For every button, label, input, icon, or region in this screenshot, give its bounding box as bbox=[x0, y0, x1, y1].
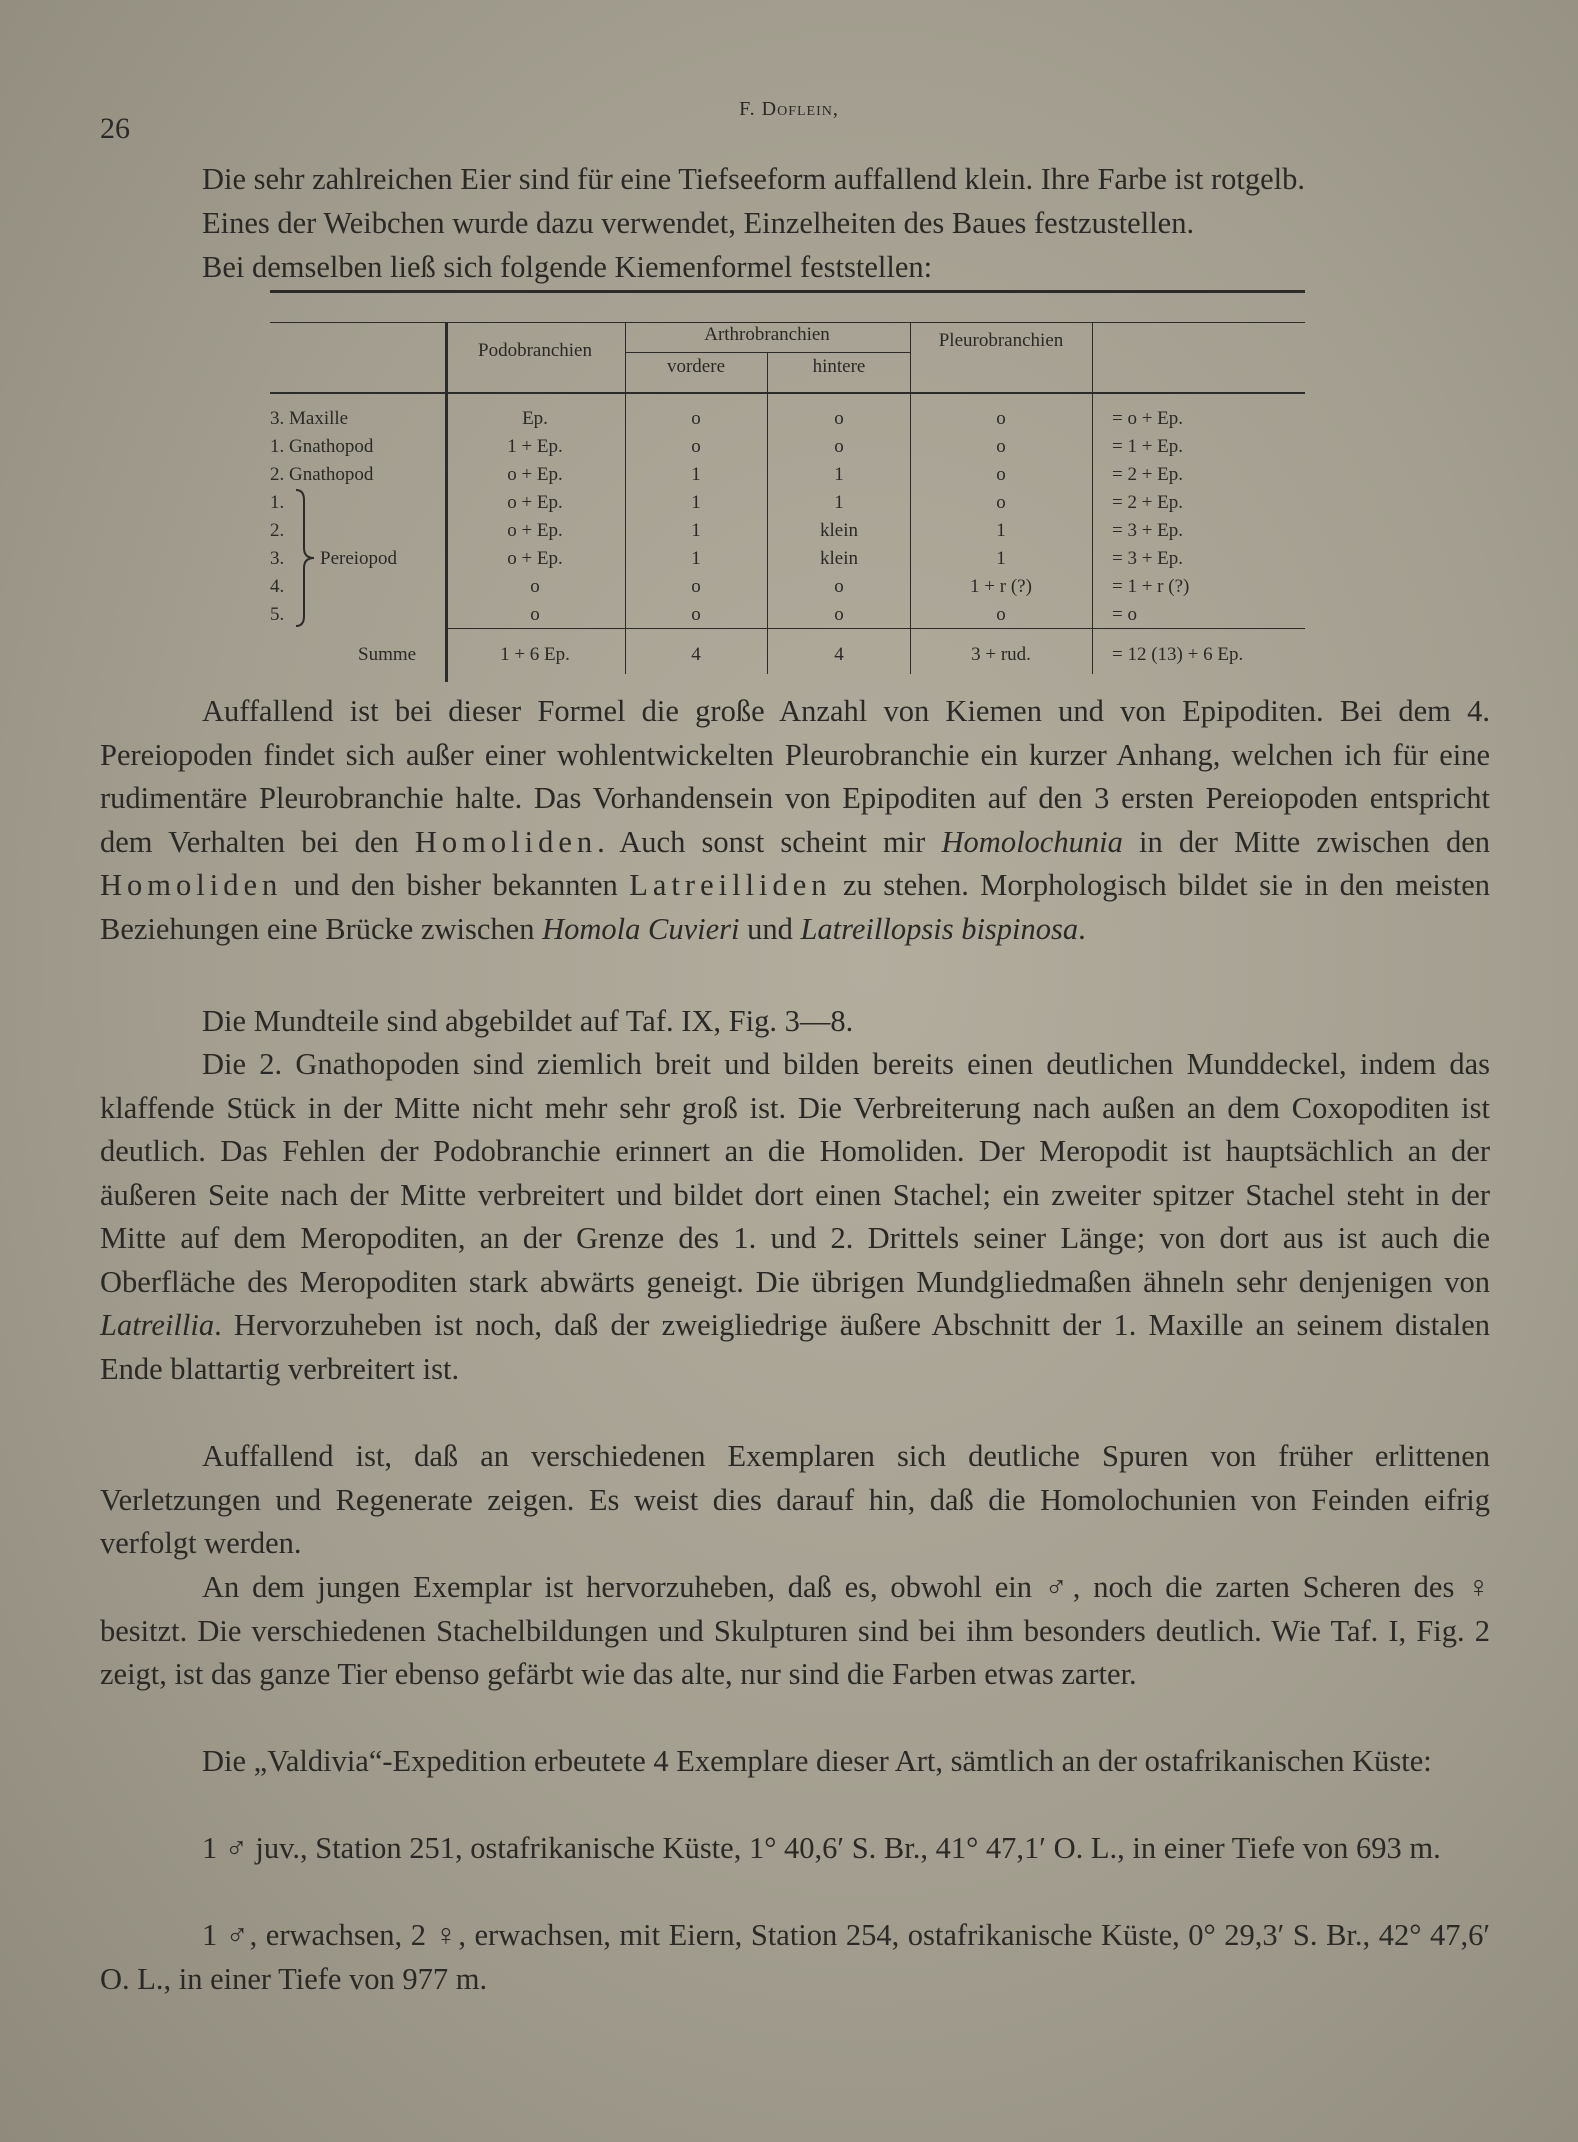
row-label-2: 1. Gnathopod bbox=[270, 436, 374, 457]
summe-vordere: 4 bbox=[691, 644, 701, 665]
cell-vordere-4: 1 bbox=[691, 492, 701, 513]
header-podobranchien: Podobranchien bbox=[478, 340, 592, 361]
row-label-8: 5. bbox=[270, 604, 285, 625]
cell-vordere-7: o bbox=[691, 576, 701, 597]
summe-total: = 12 (13) + 6 Ep. bbox=[1112, 644, 1244, 665]
cell-vordere-8: o bbox=[691, 604, 701, 625]
cell-podo-3: o + Ep. bbox=[507, 464, 563, 485]
taxon-latreillia: Latreillia bbox=[100, 1308, 215, 1342]
summe-label: Summe bbox=[358, 644, 417, 665]
cell-hintere-5: klein bbox=[820, 520, 858, 541]
table-vline-label bbox=[445, 322, 448, 682]
p1-text-b: . Auch sonst scheint mir bbox=[597, 824, 942, 859]
cell-hintere-7: o bbox=[834, 576, 844, 597]
cell-sum-7: = 1 + r (?) bbox=[1112, 576, 1190, 597]
cell-pleuro-1: o bbox=[996, 408, 1006, 429]
summe-podo: 1 + 6 Ep. bbox=[500, 644, 570, 665]
cell-hintere-2: o bbox=[834, 436, 844, 457]
cell-sum-2: = 1 + Ep. bbox=[1112, 436, 1184, 457]
pereiopod-label: Pereiopod bbox=[320, 548, 398, 569]
cell-pleuro-4: o bbox=[996, 492, 1006, 513]
p1-text-g: . bbox=[1078, 911, 1086, 946]
row-label-7: 4. bbox=[270, 576, 285, 597]
table-sum-rule bbox=[445, 628, 1305, 629]
p1-text-f: und bbox=[739, 911, 801, 946]
paragraph-junges-exemplar: An dem jungen Exemplar ist hervorzuheben, daß es, obwohl ein ♂, noch die zarten Scheren des ♀ besitzt. Die verschiedenen Stachelbildungen und Skulpturen sind bei ihm besonders deutlich. Wie Taf. I, Fig. 2 zeigt, ist das ganze Tier ebenso gefärbt wie das alte, nur sind die Farben etwas zarter. bbox=[100, 1570, 1490, 1691]
cell-pleuro-3: o bbox=[996, 464, 1006, 485]
paragraph-gnathopoden bbox=[100, 1043, 1490, 1391]
cell-vordere-2: o bbox=[691, 436, 701, 457]
cell-hintere-3: 1 bbox=[834, 464, 844, 485]
table-vline-sum bbox=[1092, 322, 1093, 674]
summe-pleuro: 3 + rud. bbox=[971, 644, 1031, 665]
row-label-1: 3. Maxille bbox=[270, 408, 349, 429]
specimen-record-2: 1 ♂, erwachsen, 2 ♀, erwachsen, mit Eiern, Station 254, ostafrikanische Küste, 0° 29,3′ S. Br., 42° 47,6′ O. L., in einer Tiefe von 977 m. bbox=[100, 1918, 1490, 1996]
cell-podo-7: o bbox=[530, 576, 540, 597]
taxon-homoliden-2: Homoliden bbox=[100, 868, 283, 902]
intro-line-2: Eines der Weibchen wurde dazu verwendet, Einzelheiten des Baues festzustellen. bbox=[202, 206, 1195, 240]
p1-text-a: Auffallend ist bei dieser Formel die große Anzahl von Kiemen und von Epipoditen. Bei dem 4. Pereiopoden findet sich außer einer wohlentwickelten Pleurobranchie ein kurzer Anhang, welchen ich für eine rudimentäre Pleurobranchie halte. Das Vorhandensein von Epipoditen auf den 3 ersten Pereiopoden entspricht dem Verhalten bei den bbox=[100, 694, 1490, 859]
gill-formula-table bbox=[270, 290, 1305, 680]
taxon-latreillopsis: Latreillopsis bispinosa bbox=[800, 911, 1079, 946]
paragraph-mundteile: Die Mundteile sind abgebildet auf Taf. IX, Fig. 3—8. bbox=[202, 1004, 854, 1038]
cell-sum-8: = o bbox=[1112, 604, 1137, 625]
intro-line-3: Bei demselben ließ sich folgende Kiemenformel feststellen: bbox=[202, 250, 933, 284]
table-vline-arthro bbox=[767, 352, 768, 674]
table-header-rule bbox=[270, 392, 1305, 394]
cell-pleuro-5: 1 bbox=[996, 520, 1006, 541]
running-head: F. Doflein, bbox=[739, 98, 839, 120]
p1-text-c: in der Mitte zwischen den bbox=[1122, 824, 1491, 859]
taxon-homolochunia: Homolochunia bbox=[941, 824, 1123, 859]
intro-line-1: Die sehr zahlreichen Eier sind für eine Tiefseeform auffallend klein. Ihre Farbe ist rotgelb. bbox=[202, 162, 1305, 196]
cell-pleuro-2: o bbox=[996, 436, 1006, 457]
row-label-4: 1. bbox=[270, 492, 285, 513]
cell-podo-8: o bbox=[530, 604, 540, 625]
p3-text-b: . Hervorzuheben ist noch, daß der zweigliedrige äußere Abschnitt der 1. Maxille an seinem distalen Ende blattartig verbreitert ist. bbox=[100, 1308, 1490, 1386]
cell-sum-1: = o + Ep. bbox=[1112, 408, 1184, 429]
page-number: 26 bbox=[100, 112, 130, 145]
cell-podo-5: o + Ep. bbox=[507, 520, 563, 541]
cell-vordere-6: 1 bbox=[691, 548, 701, 569]
cell-hintere-8: o bbox=[834, 604, 844, 625]
cell-sum-6: = 3 + Ep. bbox=[1112, 548, 1184, 569]
p1-text-d: und den bisher bekannten bbox=[282, 868, 630, 902]
row-label-3: 2. Gnathopod bbox=[270, 464, 374, 485]
header-vordere: vordere bbox=[666, 356, 726, 377]
header-arthrobranchien: Arthrobranchien bbox=[704, 324, 830, 345]
cell-sum-3: = 2 + Ep. bbox=[1112, 464, 1184, 485]
header-hintere: hintere bbox=[812, 356, 866, 377]
cell-podo-2: 1 + Ep. bbox=[507, 436, 563, 457]
cell-podo-1: Ep. bbox=[522, 408, 548, 429]
taxon-homola-cuvieri: Homola Cuvieri bbox=[542, 911, 740, 946]
paragraph-expedition: Die „Valdivia“-Expedition erbeutete 4 Exemplare dieser Art, sämtlich an der ostafrikanischen Küste: bbox=[202, 1744, 1432, 1778]
cell-hintere-6: klein bbox=[820, 548, 858, 569]
cell-sum-5: = 3 + Ep. bbox=[1112, 520, 1184, 541]
p1-text-e: zu stehen. Morphologisch bildet sie in den meisten Beziehungen eine Brücke zwischen bbox=[100, 868, 1490, 946]
cell-hintere-4: 1 bbox=[834, 492, 844, 513]
table-top-rule-thin bbox=[270, 322, 1305, 323]
table-top-rule bbox=[270, 290, 1305, 293]
row-label-6: 3. bbox=[270, 548, 285, 569]
cell-podo-6: o + Ep. bbox=[507, 548, 563, 569]
paragraph-formel bbox=[100, 690, 1490, 951]
cell-vordere-3: 1 bbox=[691, 464, 701, 485]
taxon-homoliden: Homoliden bbox=[414, 824, 598, 859]
header-pleurobranchien: Pleurobranchien bbox=[938, 330, 1064, 351]
cell-pleuro-7: 1 + r (?) bbox=[970, 576, 1032, 597]
cell-vordere-1: o bbox=[691, 408, 701, 429]
cell-podo-4: o + Ep. bbox=[507, 492, 563, 513]
summe-hintere: 4 bbox=[834, 644, 844, 665]
cell-sum-4: = 2 + Ep. bbox=[1112, 492, 1184, 513]
table-vline-podo bbox=[625, 322, 626, 674]
table-vline-pleuro bbox=[910, 322, 911, 674]
pereiopod-brace-icon bbox=[292, 488, 318, 628]
cell-vordere-5: 1 bbox=[691, 520, 701, 541]
specimen-record-1: 1 ♂ juv., Station 251, ostafrikanische Küste, 1° 40,6′ S. Br., 41° 47,1′ O. L., in einer Tiefe von 693 m. bbox=[202, 1831, 1441, 1865]
p3-text-a: Die 2. Gnathopoden sind ziemlich breit und bilden bereits einen deutlichen Munddeckel, indem das klaffende Stück in der Mitte nicht mehr sehr groß ist. Die Verbreiterung nach außen an dem Coxopoditen ist deutlich. Das Fehlen der Podobranchie erinnert an die Homoliden. Der Meropodit ist hauptsächlich an der äußeren Seite nach der Mitte verbreitert und bildet dort einen Stachel; ein zweiter spitzer Stachel steht in der Mitte auf dem Meropoditen, an der Grenze des 1. und 2. Drittels seiner Länge; von dort aus ist auch die Oberfläche des Meropoditen stark abwärts geneigt. Die übrigen Mundgliedmaßen ähneln sehr denjenigen von bbox=[100, 1047, 1490, 1299]
paragraph-verletzungen: Auffallend ist, daß an verschiedenen Exemplaren sich deutliche Spuren von früher erlittenen Verletzungen und Regenerate zeigen. Es weist dies darauf hin, daß die Homolochunien von Feinden eifrig verfolgt werden. bbox=[100, 1439, 1490, 1560]
row-label-5: 2. bbox=[270, 520, 285, 541]
cell-pleuro-8: o bbox=[996, 604, 1006, 625]
cell-pleuro-6: 1 bbox=[996, 548, 1006, 569]
cell-hintere-1: o bbox=[834, 408, 844, 429]
taxon-latreilliden: Latreilliden bbox=[629, 868, 832, 902]
